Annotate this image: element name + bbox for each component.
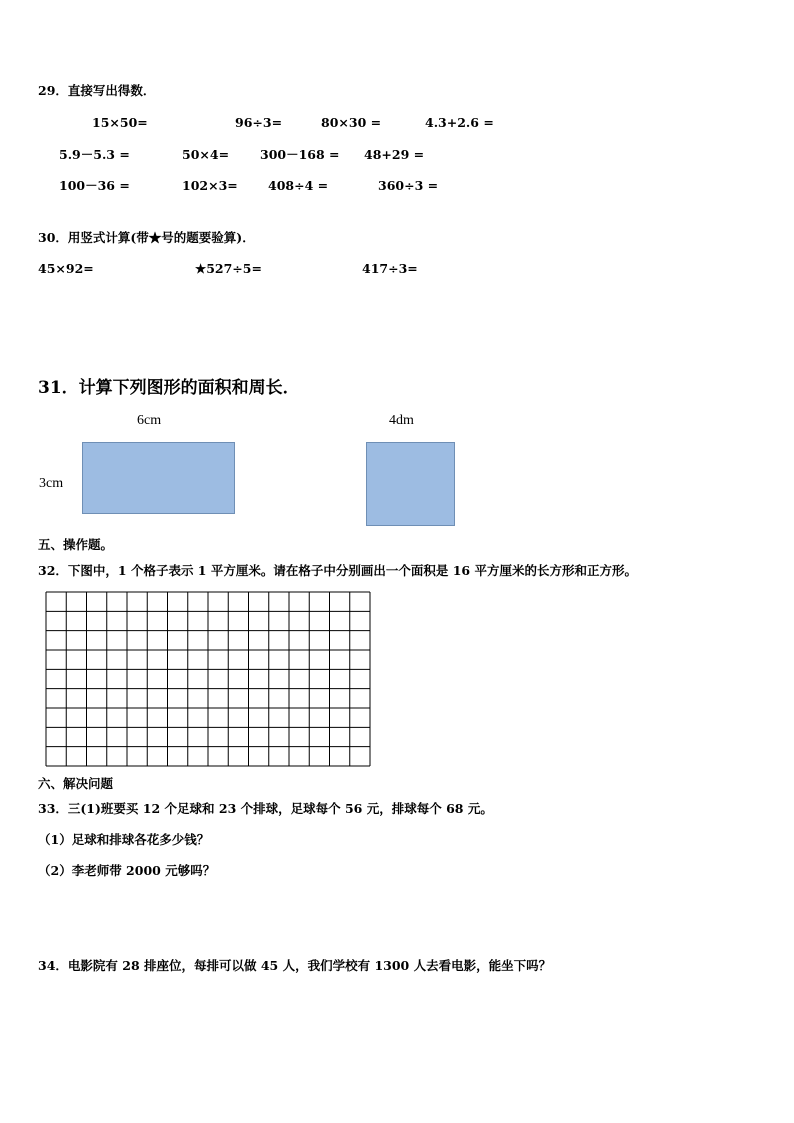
rectangle-shape [82,442,235,514]
rectangle-width-label: 6cm [137,413,162,428]
q33-title: 33．三(1)班要买 12 个足球和 23 个排球，足球每个 56 元，排球每个 68 元。 [38,801,493,816]
q29-expr-2-3: 300－168 = [260,147,340,162]
q30-item-1: 45×92= [38,261,94,276]
q29-expr-2-4: 48+29 = [364,147,425,162]
q29-expr-1-4: 4.3+2.6 = [425,115,494,130]
square-grid [45,591,371,767]
q29-expr-3-3: 408÷4 = [268,178,329,193]
q29-expr-1-2: 96÷3= [235,115,283,130]
q29-expr-3-1: 100－36 = [59,178,130,193]
square-shape [366,442,455,526]
q31-title: 31．计算下列图形的面积和周长． [38,378,300,398]
q33-sub-1: （1）足球和排球各花多少钱？ [38,832,210,847]
q33-sub-2: （2）李老师带 2000 元够吗？ [38,863,216,878]
rectangle-height-label: 3cm [39,476,64,491]
q29-expr-3-4: 360÷3 = [378,178,439,193]
q32-title: 32．下图中，1 个格子表示 1 平方厘米。请在格子中分别画出一个面积是 16 平方厘米的长方形和正方形。 [38,563,637,578]
q30-item-3: 417÷3= [362,261,418,276]
q29-expr-1-1: 15×50= [92,115,148,130]
q29-expr-2-2: 50×4= [182,147,230,162]
section-6-title: 六、解决问题 [38,776,114,791]
q34-title: 34．电影院有 28 排座位，每排可以做 45 人，我们学校有 1300 人去看电影，能坐下吗？ [38,958,552,973]
q29-expr-3-2: 102×3= [182,178,238,193]
q29-title: 29．直接写出得数． [38,83,156,98]
q29-expr-2-1: 5.9－5.3 = [59,147,130,162]
q29-expr-1-3: 80×30 = [321,115,382,130]
q30-item-2: ★527÷5= [195,261,262,276]
square-side-label: 4dm [389,413,414,428]
section-5-title: 五、操作题。 [38,537,114,552]
q30-title: 30．用竖式计算(带★号的题要验算)． [38,230,255,245]
